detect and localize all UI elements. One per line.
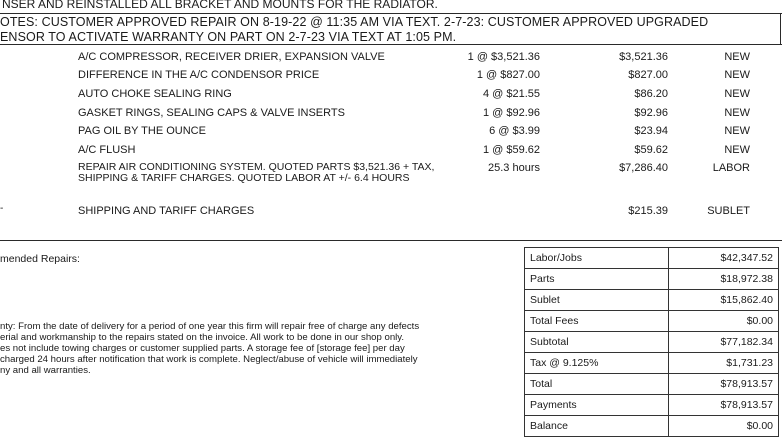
totals-label: Subtotal — [525, 332, 669, 353]
item-type: NEW — [724, 125, 750, 137]
totals-label: Labor/Jobs — [525, 248, 669, 269]
item-type: NEW — [724, 51, 750, 63]
totals-row — [525, 374, 779, 395]
totals-label: Total — [525, 374, 669, 395]
item-quantity: 25.3 hours — [488, 162, 540, 174]
totals-value: $77,182.34 — [669, 332, 779, 353]
totals-value: $78,913.57 — [669, 374, 779, 395]
totals-label: Sublet — [525, 290, 669, 311]
totals-label: Total Fees — [525, 311, 669, 332]
item-quantity: 6 @ $3.99 — [489, 125, 540, 137]
previous-line-text: NSER AND REINSTALLED ALL BRACKET AND MOUNTS FOR THE RADIATOR. — [2, 0, 438, 11]
item-type: LABOR — [712, 162, 750, 174]
item-amount: $59.62 — [634, 144, 668, 156]
totals-row — [525, 290, 779, 311]
item-type: SUBLET — [707, 205, 750, 217]
item-type: NEW — [724, 144, 750, 156]
totals-value: $1,731.23 — [669, 353, 779, 374]
item-quantity: 1 @ $827.00 — [476, 69, 540, 81]
line-item-row — [0, 205, 782, 223]
recommended-repairs-label: mended Repairs: — [0, 253, 80, 265]
totals-table — [524, 247, 779, 437]
totals-value: $18,972.38 — [669, 269, 779, 290]
item-description: DIFFERENCE IN THE A/C CONDENSOR PRICE — [78, 69, 320, 81]
totals-label: Tax @ 9.125% — [525, 353, 669, 374]
totals-row — [525, 248, 779, 269]
totals-value: $0.00 — [669, 416, 779, 437]
item-type: NEW — [724, 69, 750, 81]
totals-value: $0.00 — [669, 311, 779, 332]
item-amount: $215.39 — [628, 205, 668, 217]
totals-value: $15,862.40 — [669, 290, 779, 311]
divider — [0, 240, 782, 241]
totals-row — [525, 395, 779, 416]
totals-label: Balance — [525, 416, 669, 437]
item-amount: $3,521.36 — [619, 51, 668, 63]
item-description: GASKET RINGS, SEALING CAPS & VALVE INSERTS — [78, 107, 345, 119]
line-item-row — [0, 162, 782, 198]
item-quantity: 1 @ $59.62 — [482, 144, 540, 156]
line-item-row — [0, 88, 782, 106]
warranty-text — [0, 321, 515, 376]
divider — [780, 13, 781, 45]
item-type: NEW — [724, 107, 750, 119]
totals-label: Payments — [525, 395, 669, 416]
line-item-row — [0, 144, 782, 162]
item-quantity: 1 @ $92.96 — [482, 107, 540, 119]
item-description: A/C COMPRESSOR, RECEIVER DRIER, EXPANSION VALVE — [78, 51, 385, 63]
totals-label: Parts — [525, 269, 669, 290]
item-quantity: 1 @ $3,521.36 — [467, 51, 540, 63]
totals-row — [525, 353, 779, 374]
item-amount: $7,286.40 — [619, 162, 668, 174]
totals-row — [525, 311, 779, 332]
item-amount: $86.20 — [634, 88, 668, 100]
notes-line-1: OTES: CUSTOMER APPROVED REPAIR ON 8-19-22 @ 11:35 AM VIA TEXT. 2-7-23: CUSTOMER APPROVED UPGRADED — [0, 15, 709, 29]
line-item-row — [0, 51, 782, 69]
item-description: AUTO CHOKE SEALING RING — [78, 88, 232, 100]
item-amount: $92.96 — [634, 107, 668, 119]
item-type: NEW — [724, 88, 750, 100]
item-amount: $827.00 — [628, 69, 668, 81]
item-description: SHIPPING AND TARIFF CHARGES — [78, 205, 255, 217]
item-description: A/C FLUSH — [78, 144, 136, 156]
warranty-paragraph: nty: From the date of delivery for a period of one year this firm will repair free of charge any defects erial and workmanship to the repairs stated on the invoice. All work to be done in our shop only. es not include towing charges or customer supplied parts. A storage fee of [storage fee] per day charged 24 hours after notification that work is complete. Neglect/abuse of vehicle will immediately ny and all warranties. — [0, 321, 420, 376]
item-quantity: 4 @ $21.55 — [482, 88, 540, 100]
line-item-row — [0, 125, 782, 143]
item-amount: $23.94 — [634, 125, 668, 137]
item-description: PAG OIL BY THE OUNCE — [78, 125, 206, 137]
totals-row — [525, 416, 779, 437]
line-item-row — [0, 69, 782, 87]
item-description: REPAIR AIR CONDITIONING SYSTEM. QUOTED PARTS $3,521.36 + TAX, SHIPPING & TARIFF CHARGES. QUOTED LABOR AT +/- 6.4 HOURS — [78, 161, 435, 184]
notes-line-2: ENSOR TO ACTIVATE WARRANTY ON PART ON 2-7-23 VIA TEXT AT 1:05 PM. — [0, 30, 457, 44]
totals-value: $78,913.57 — [669, 395, 779, 416]
totals-row — [525, 269, 779, 290]
divider — [0, 13, 782, 14]
totals-row — [525, 332, 779, 353]
line-item-row — [0, 107, 782, 125]
row-marker: - — [0, 203, 4, 214]
divider — [0, 44, 782, 45]
totals-value: $42,347.52 — [669, 248, 779, 269]
